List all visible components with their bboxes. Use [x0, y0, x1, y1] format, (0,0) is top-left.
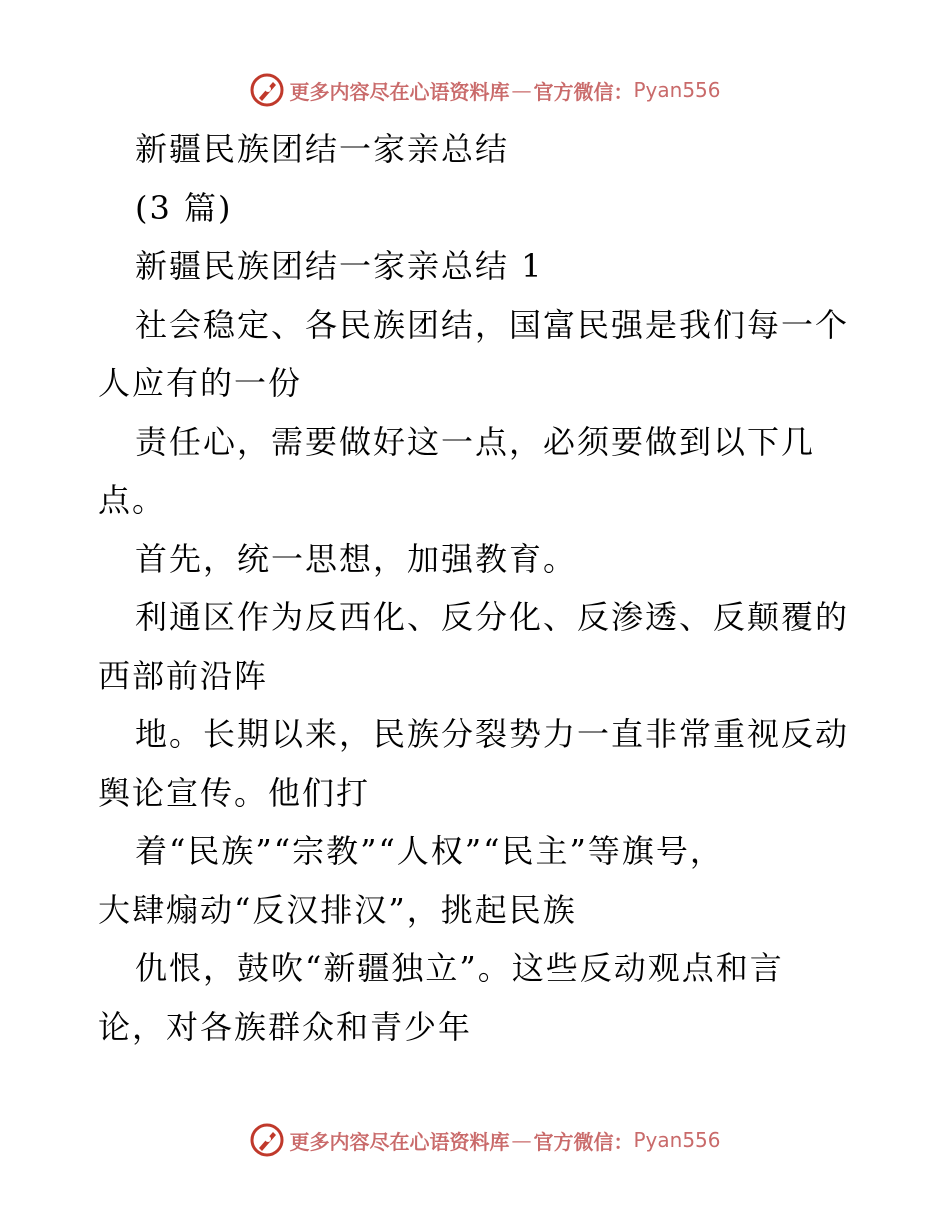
section-heading: 新疆民族团结一家亲总结 1: [135, 247, 544, 285]
paragraph-line: 舆论宣传。他们打: [98, 773, 371, 812]
pen-circle-logo-icon: [249, 72, 285, 108]
paragraph-line: 首先，统一思想，加强教育。: [135, 539, 578, 578]
paragraph-line: 利通区作为反西化、反分化、反渗透、反颠覆的: [135, 598, 850, 636]
banner-content: [249, 1122, 720, 1158]
doc-title: 新疆民族团结一家亲总结: [135, 130, 510, 168]
doc-subtitle: (3 篇): [135, 188, 233, 227]
paragraph-line: 仇恨，鼓吹“新疆独立”。这些反动观点和言: [135, 949, 784, 987]
paragraph-line: 大肆煽动“反汉排汉”，挑起民族: [98, 890, 577, 929]
paragraph-line: 责任心，需要做好这一点，必须要做到以下几: [135, 422, 816, 461]
banner-wechat-id: Pyan556: [633, 1128, 721, 1152]
banner-wechat-label: 官方微信：: [533, 79, 634, 104]
banner-dash: —: [511, 1128, 532, 1152]
banner-main-text: 更多内容尽在心语资料库: [289, 79, 510, 104]
document-body: [98, 120, 868, 1056]
banner-main-text: 更多内容尽在心语资料库: [289, 1129, 510, 1154]
banner-wechat-label: 官方微信：: [533, 1129, 634, 1154]
paragraph-line: 西部前沿阵: [98, 656, 269, 695]
paragraph-line: 人应有的一份: [98, 364, 303, 402]
paragraph-line: 着“民族”“宗教”“人权”“民主”等旗号，: [135, 832, 724, 870]
banner-dash: —: [511, 78, 532, 102]
pen-circle-logo-icon: [249, 1122, 285, 1158]
paragraph-line: 社会稳定、各民族团结，国富民强是我们每一个: [135, 305, 850, 344]
banner-wechat-id: Pyan556: [633, 78, 721, 102]
paragraph-line: 地。长期以来，民族分裂势力一直非常重视反动: [135, 715, 850, 753]
footer-watermark-banner: [0, 1120, 950, 1160]
paragraph-line: 论，对各族群众和青少年: [98, 1007, 473, 1046]
header-watermark-banner: [0, 70, 950, 110]
banner-content: [249, 72, 720, 108]
paragraph-line: 点。: [98, 481, 167, 519]
